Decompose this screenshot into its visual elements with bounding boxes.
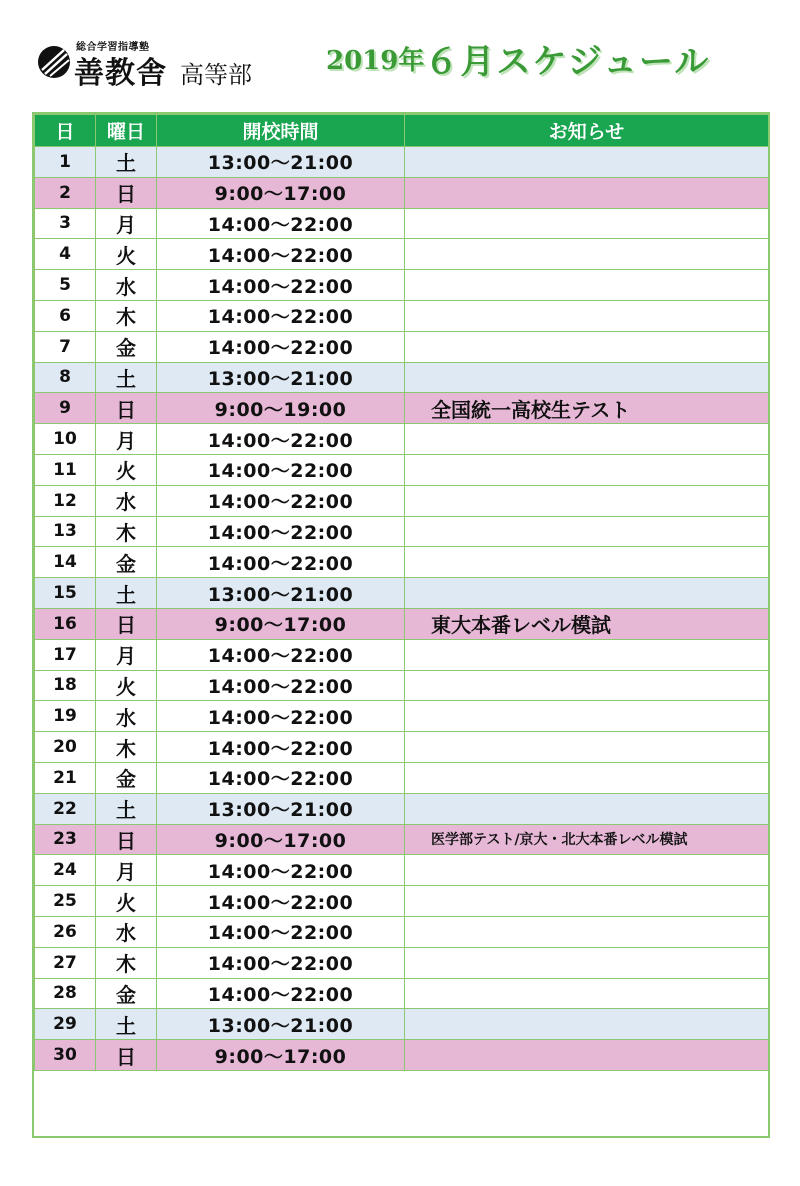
hours-cell: 14:00〜22:00 [157,516,405,547]
weekday-cell: 日 [96,393,157,424]
table-row [35,208,769,239]
weekday-cell: 日 [96,1040,157,1071]
notice-cell [405,701,769,732]
day-cell: 3 [35,208,96,239]
day-cell: 11 [35,454,96,485]
hours-cell: 14:00〜22:00 [157,947,405,978]
notice-cell [405,239,769,270]
day-cell: 26 [35,916,96,947]
table-row [35,732,769,763]
hours-cell: 9:00〜19:00 [157,393,405,424]
notice-cell [405,147,769,178]
table-row [35,362,769,393]
table-row [35,1009,769,1040]
hours-cell: 13:00〜21:00 [157,1009,405,1040]
weekday-cell: 日 [96,824,157,855]
page-title [326,34,766,84]
hours-cell: 14:00〜22:00 [157,978,405,1009]
hours-cell: 13:00〜21:00 [157,578,405,609]
notice-cell [405,547,769,578]
notice-cell [405,670,769,701]
schedule-table [34,114,769,1071]
hours-cell: 14:00〜22:00 [157,855,405,886]
hours-cell: 14:00〜22:00 [157,239,405,270]
notice-cell [405,177,769,208]
day-cell: 22 [35,793,96,824]
notice-cell [405,331,769,362]
table-row [35,886,769,917]
page-header [0,0,800,100]
weekday-cell: 月 [96,424,157,455]
day-cell: 10 [35,424,96,455]
notice-cell [405,639,769,670]
table-row [35,855,769,886]
day-cell: 28 [35,978,96,1009]
logo-division: 高等部 [180,61,252,89]
notice-cell [405,1040,769,1071]
notice-cell [405,855,769,886]
hours-cell: 9:00〜17:00 [157,177,405,208]
weekday-cell: 土 [96,1009,157,1040]
weekday-cell: 木 [96,732,157,763]
day-cell: 29 [35,1009,96,1040]
hours-cell: 13:00〜21:00 [157,362,405,393]
day-cell: 7 [35,331,96,362]
table-row [35,670,769,701]
logo-tagline: 総合学習指導塾 [76,42,150,53]
hours-cell: 14:00〜22:00 [157,762,405,793]
weekday-cell: 日 [96,608,157,639]
title-month: ６月スケジュール [424,42,711,82]
day-cell: 14 [35,547,96,578]
table-row [35,947,769,978]
hours-cell: 14:00〜22:00 [157,701,405,732]
weekday-cell: 木 [96,300,157,331]
weekday-cell: 月 [96,208,157,239]
column-header-notice: お知らせ [405,115,769,147]
hours-cell: 14:00〜22:00 [157,485,405,516]
column-header-weekday: 曜日 [96,115,157,147]
logo [36,38,276,91]
weekday-cell: 月 [96,639,157,670]
weekday-cell: 水 [96,270,157,301]
day-cell: 9 [35,393,96,424]
table-row [35,270,769,301]
hours-cell: 14:00〜22:00 [157,454,405,485]
weekday-cell: 月 [96,855,157,886]
table-row [35,608,769,639]
table-row [35,762,769,793]
table-row [35,454,769,485]
weekday-cell: 土 [96,147,157,178]
notice-cell [405,732,769,763]
day-cell: 15 [35,578,96,609]
table-row [35,978,769,1009]
hours-cell: 9:00〜17:00 [157,608,405,639]
day-cell: 6 [35,300,96,331]
table-row [35,516,769,547]
table-row [35,701,769,732]
notice-cell [405,424,769,455]
notice-cell [405,208,769,239]
table-row [35,916,769,947]
hours-cell: 14:00〜22:00 [157,916,405,947]
hours-cell: 13:00〜21:00 [157,147,405,178]
hours-cell: 13:00〜21:00 [157,793,405,824]
hours-cell: 14:00〜22:00 [157,670,405,701]
day-cell: 27 [35,947,96,978]
table-row [35,485,769,516]
day-cell: 18 [35,670,96,701]
hours-cell: 14:00〜22:00 [157,732,405,763]
table-row [35,424,769,455]
notice-cell [405,762,769,793]
day-cell: 13 [35,516,96,547]
day-cell: 20 [35,732,96,763]
notice-cell [405,886,769,917]
weekday-cell: 金 [96,762,157,793]
day-cell: 25 [35,886,96,917]
column-header-day: 日 [35,115,96,147]
hours-cell: 14:00〜22:00 [157,639,405,670]
table-row [35,239,769,270]
weekday-cell: 金 [96,978,157,1009]
hours-cell: 14:00〜22:00 [157,300,405,331]
day-cell: 2 [35,177,96,208]
table-row [35,300,769,331]
notice-cell [405,578,769,609]
weekday-cell: 水 [96,701,157,732]
weekday-cell: 土 [96,578,157,609]
table-row [35,147,769,178]
column-header-hours: 開校時間 [157,115,405,147]
notice-cell [405,1009,769,1040]
table-row [35,331,769,362]
table-row [35,578,769,609]
table-row [35,393,769,424]
weekday-cell: 火 [96,886,157,917]
notice-cell [405,454,769,485]
hours-cell: 14:00〜22:00 [157,208,405,239]
weekday-cell: 水 [96,485,157,516]
weekday-cell: 金 [96,547,157,578]
notice-cell: 全国統一高校生テスト [405,393,769,424]
day-cell: 17 [35,639,96,670]
weekday-cell: 金 [96,331,157,362]
table-row [35,824,769,855]
hours-cell: 14:00〜22:00 [157,270,405,301]
table-row [35,793,769,824]
hours-cell: 9:00〜17:00 [157,1040,405,1071]
weekday-cell: 土 [96,793,157,824]
day-cell: 23 [35,824,96,855]
weekday-cell: 土 [96,362,157,393]
logo-name: 善教舎 [74,56,167,91]
weekday-cell: 木 [96,947,157,978]
weekday-cell: 火 [96,454,157,485]
day-cell: 12 [35,485,96,516]
day-cell: 4 [35,239,96,270]
notice-cell [405,270,769,301]
day-cell: 8 [35,362,96,393]
hours-cell: 14:00〜22:00 [157,547,405,578]
notice-cell [405,362,769,393]
weekday-cell: 火 [96,239,157,270]
title-year: 2019年 [326,46,425,76]
table-row [35,1040,769,1071]
weekday-cell: 水 [96,916,157,947]
notice-cell: 東大本番レベル模試 [405,608,769,639]
notice-cell [405,916,769,947]
weekday-cell: 火 [96,670,157,701]
notice-cell: 医学部テスト/京大・北大本番レベル模試 [405,824,769,855]
day-cell: 19 [35,701,96,732]
notice-cell [405,516,769,547]
notice-cell [405,947,769,978]
day-cell: 5 [35,270,96,301]
hours-cell: 14:00〜22:00 [157,886,405,917]
notice-cell [405,300,769,331]
notice-cell [405,978,769,1009]
schedule-table-container [32,112,770,1138]
hours-cell: 14:00〜22:00 [157,424,405,455]
day-cell: 16 [35,608,96,639]
hours-cell: 9:00〜17:00 [157,824,405,855]
hours-cell: 14:00〜22:00 [157,331,405,362]
table-row [35,547,769,578]
notice-cell [405,793,769,824]
table-row [35,177,769,208]
day-cell: 24 [35,855,96,886]
day-cell: 1 [35,147,96,178]
weekday-cell: 木 [96,516,157,547]
table-body [35,147,769,1071]
logo-mark-icon [36,44,72,80]
weekday-cell: 日 [96,177,157,208]
day-cell: 30 [35,1040,96,1071]
table-row [35,639,769,670]
notice-cell [405,485,769,516]
day-cell: 21 [35,762,96,793]
table-header-row [35,115,769,147]
